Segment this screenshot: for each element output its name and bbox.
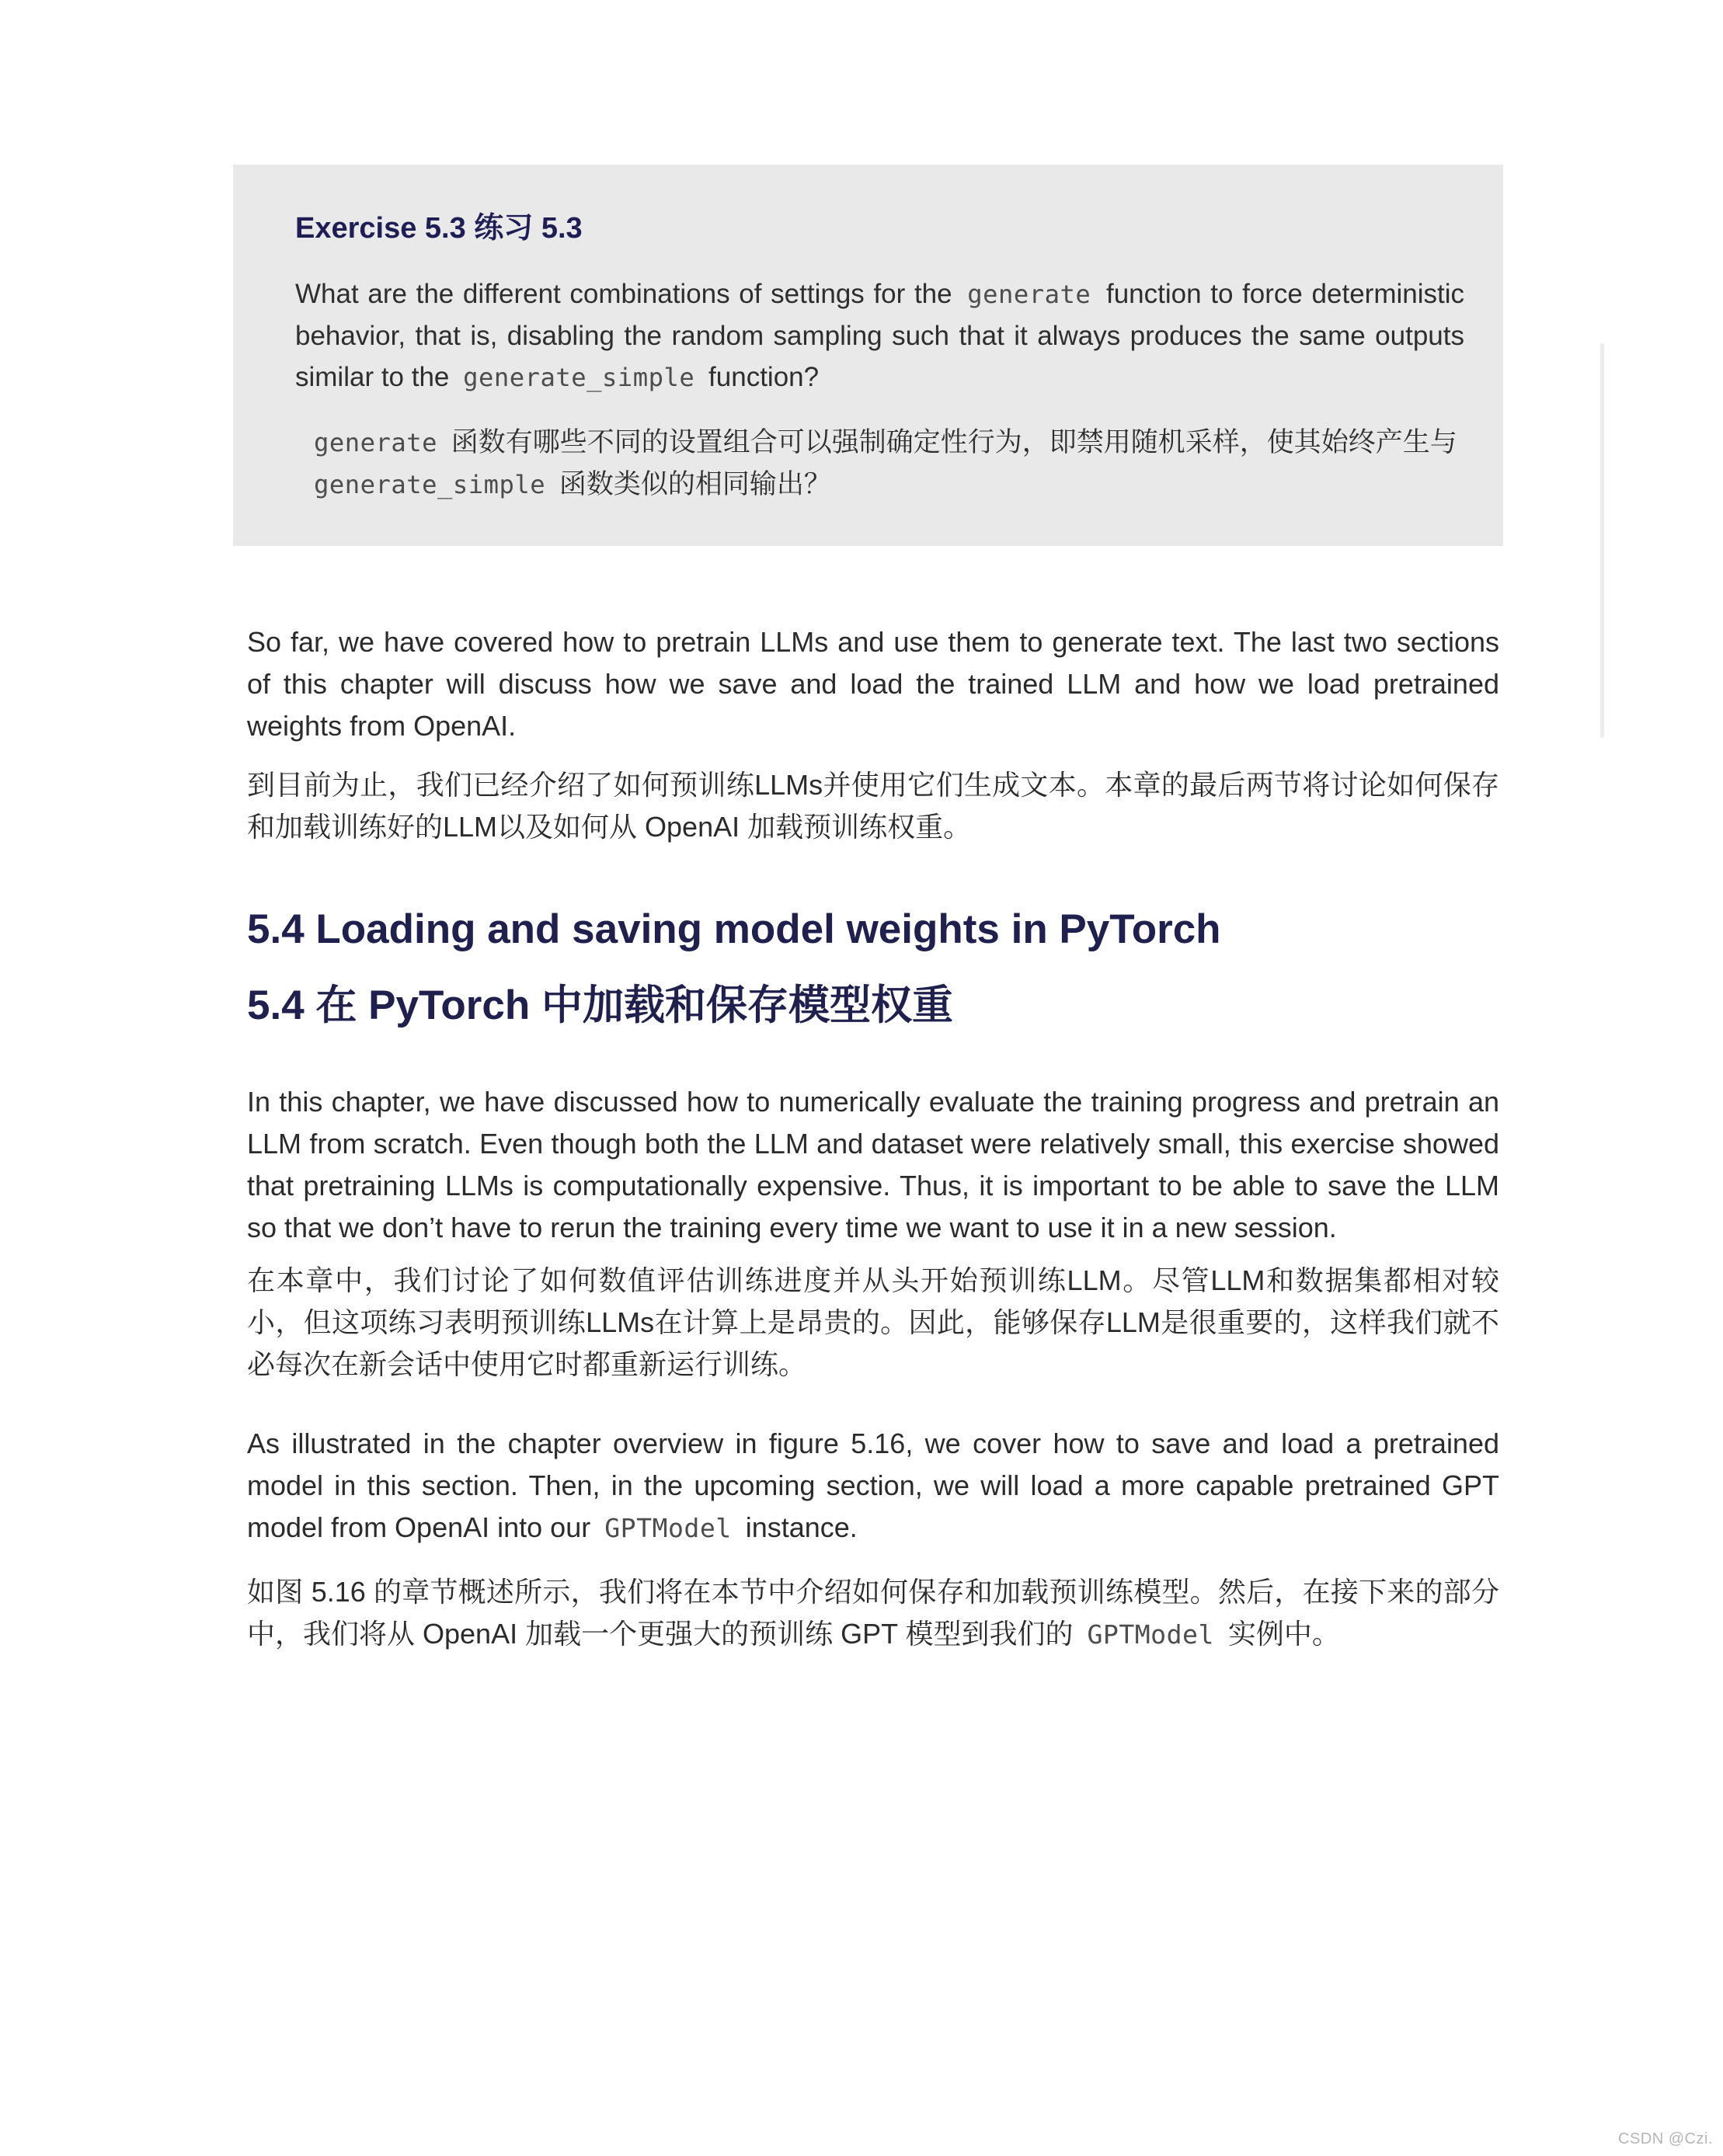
article-content (247, 0, 1499, 1656)
text-run: As illustrated in the chapter overview in figure 5.16, we cover how to save and load a pretrained model in this section. Then, in the upcoming section, we will load a more capable pretrained GPT model from OpenAI into our (247, 1427, 1499, 1543)
text-run: What are the different combinations of settings for the (295, 279, 962, 309)
exercise-question-zh (295, 422, 1464, 506)
inline-code: GPTModel (604, 1513, 732, 1543)
text-run: So far, we have covered how to pretrain LLMs and use them to generate text. The last two sections of this chapter will discuss how we save and load the trained LLM and how we load pretrained weights from OpenAI. (247, 626, 1499, 742)
inline-code: generate (314, 428, 438, 457)
paragraph-figure-en (247, 1423, 1499, 1549)
watermark: CSDN @Czi. (1618, 2130, 1713, 2147)
section-heading-en: 5.4 Loading and saving model weights in PyTorch (247, 906, 1221, 952)
text-run: instance. (737, 1511, 858, 1543)
paragraph-intro-en (247, 621, 1499, 747)
paragraph-chapter-en (247, 1081, 1499, 1249)
paragraph-figure-zh (247, 1571, 1499, 1656)
text-run: 实例中。 (1220, 1618, 1340, 1650)
section-heading-zh: 5.4 在 PyTorch 中加载和保存模型权重 (247, 982, 953, 1028)
paragraph-intro-zh (247, 764, 1499, 848)
inline-code: generate_simple (463, 363, 695, 392)
paragraph-chapter-zh (247, 1260, 1499, 1386)
inline-code: GPTModel (1087, 1619, 1214, 1650)
text-run: In this chapter, we have discussed how to numerically evaluate the training progress and pretrain an LLM from scratch. Even though both the LLM and dataset were relatively small, this exercise showed that pretraining LLMs is computationally expensive. Thus, it is important to be able to save the LLM so that we don’t have to rerun the training every time we want to use it in a new session. (247, 1086, 1499, 1243)
exercise-box (233, 165, 1503, 546)
exercise-title: Exercise 5.3 练习 5.3 (295, 212, 583, 245)
text-run: 在本章中，我们讨论了如何数值评估训练进度并从头开始预训练LLM。尽管LLM和数据集都相对较小，但这项练习表明预训练LLMs在计算上是昂贵的。因此，能够保存LLM是很重要的，这样我们就不必每次在新会话中使用它时都重新运行训练。 (247, 1264, 1499, 1380)
text-run: 函数有哪些不同的设置组合可以强制确定性行为，即禁用随机采样，使其始终产生与 (444, 427, 1457, 457)
inline-code: generate_simple (314, 470, 546, 499)
exercise-question-en (295, 273, 1464, 398)
text-run: 函数类似的相同输出？ (552, 469, 831, 499)
scrollbar-thumb[interactable] (1600, 343, 1604, 738)
text-run: function to force deterministic behavior, that is, disabling the random sampling such that it always produces the same outputs similar to the (295, 279, 1465, 392)
text-run: 如图 5.16 的章节概述所示，我们将在本节中介绍如何保存和加载预训练模型。然后，在接下来的部分中，我们将从 OpenAI 加载一个更强大的预训练 GPT 模型到我们的 (247, 1576, 1499, 1650)
text-run: 到目前为止，我们已经介绍了如何预训练LLMs并使用它们生成文本。本章的最后两节将讨论如何保存和加载训练好的LLM以及如何从 OpenAI 加载预训练权重。 (247, 769, 1499, 843)
inline-code: generate (967, 280, 1091, 309)
text-run: function? (701, 362, 820, 392)
